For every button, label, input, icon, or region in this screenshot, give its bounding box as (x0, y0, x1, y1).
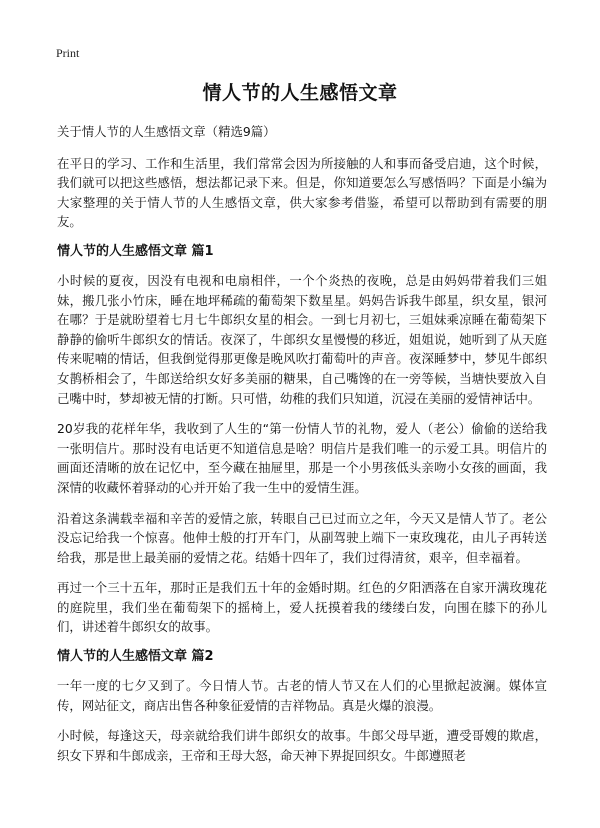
section-heading-2: 情人节的人生感悟文章 篇2 (57, 649, 214, 665)
paragraph: 再过一个三十五年，那时正是我们五十年的金婚时期。红色的夕阳洒落在自家开满玫瑰花的庭院里，我们坐在葡萄架下的摇椅上，爱人抚摸着我的缕缕白发，向围在膝下的孙儿们，讲述着牛郎织女的故事。 (57, 580, 547, 635)
print-link[interactable]: Print (56, 46, 80, 60)
section-heading-1: 情人节的人生感悟文章 篇1 (57, 243, 214, 259)
article-subtitle: 关于情人节的人生感悟文章（精选9篇） (57, 124, 276, 139)
paragraph: 小时候的夏夜，因没有电视和电扇相伴，一个个炎热的夜晚，总是由妈妈带着我们三姐妹，搬几张小竹床，睡在地坪稀疏的葡萄架下数星星。妈妈告诉我牛郎星，织女星，银河在哪？于是就盼望着七月七牛郎织女星的相会。一到七月初七，三姐妹乘凉睡在葡萄架下静静的偷听牛郎织女的情话。夜深了，牛郎织女星慢慢的移近，姐姐说，她听到了从天庭传来呢喃的情话，但我倒觉得那更像是晚风吹打葡萄叶的声音。夜深睡梦中，梦见牛郎织女鹊桥相会了，牛郎送给织女好多美丽的糖果，自己嘴馋的在一旁等候，当塘快要放入自己嘴中时，梦却被无情的打断。只可惜，幼稚的我们只知道，沉浸在美丽的爱情神话中。 (57, 272, 547, 406)
paragraph: 沿着这条满载幸福和辛苦的爱情之旅，转眼自己已过而立之年，今天又是情人节了。老公没忘记给我一个惊喜。他伸士般的打开车门，从副驾驶上端下一束玫瑰花，由儿子再转送给我，那是世上最美丽的爱情之花。结婚十四年了，我们过得清贫，艰辛，但幸福着。 (57, 510, 547, 565)
page-title: 情人节的人生感悟文章 (202, 82, 398, 104)
article-body (57, 122, 547, 776)
paragraph: 一年一度的七夕又到了。今日情人节。古老的情人节又在人们的心里掀起波澜。媒体宣传，网站征文，商店出售各种象征爱情的吉祥物品。真是火爆的浪漫。 (57, 678, 547, 713)
paragraph: 小时候，每逢这天，母亲就给我们讲牛郎织女的故事。牛郎父母早逝，遭受哥嫂的欺虐，织女下界和牛郎成亲，王帝和王母大怒，命天神下界捉回织女。牛郎遵照老 (57, 728, 547, 763)
intro-paragraph: 在平日的学习、工作和生活里，我们常常会因为所接触的人和事而备受启迪，这个时候，我们就可以把这些感悟，想法都记录下来。但是，你知道要怎么写感悟吗？下面是小编为大家整理的关于情人节的人生感悟文章，供大家参考借鉴，希望可以帮助到有需要的朋友。 (57, 155, 547, 230)
paragraph: 20岁我的花样年华，我收到了人生的“第一份情人节的礼物，爱人（老公）偷偷的送给我一张明信片。那时没有电话更不知道信息是啥？明信片是我们唯一的示爱工具。明信片的画面还清晰的放在记忆中，至今藏在抽屉里，那是一个小男孩低头亲吻小女孩的画面，我深情的收藏怀着驿动的心并开始了我一生中的爱情生涯。 (57, 421, 547, 495)
